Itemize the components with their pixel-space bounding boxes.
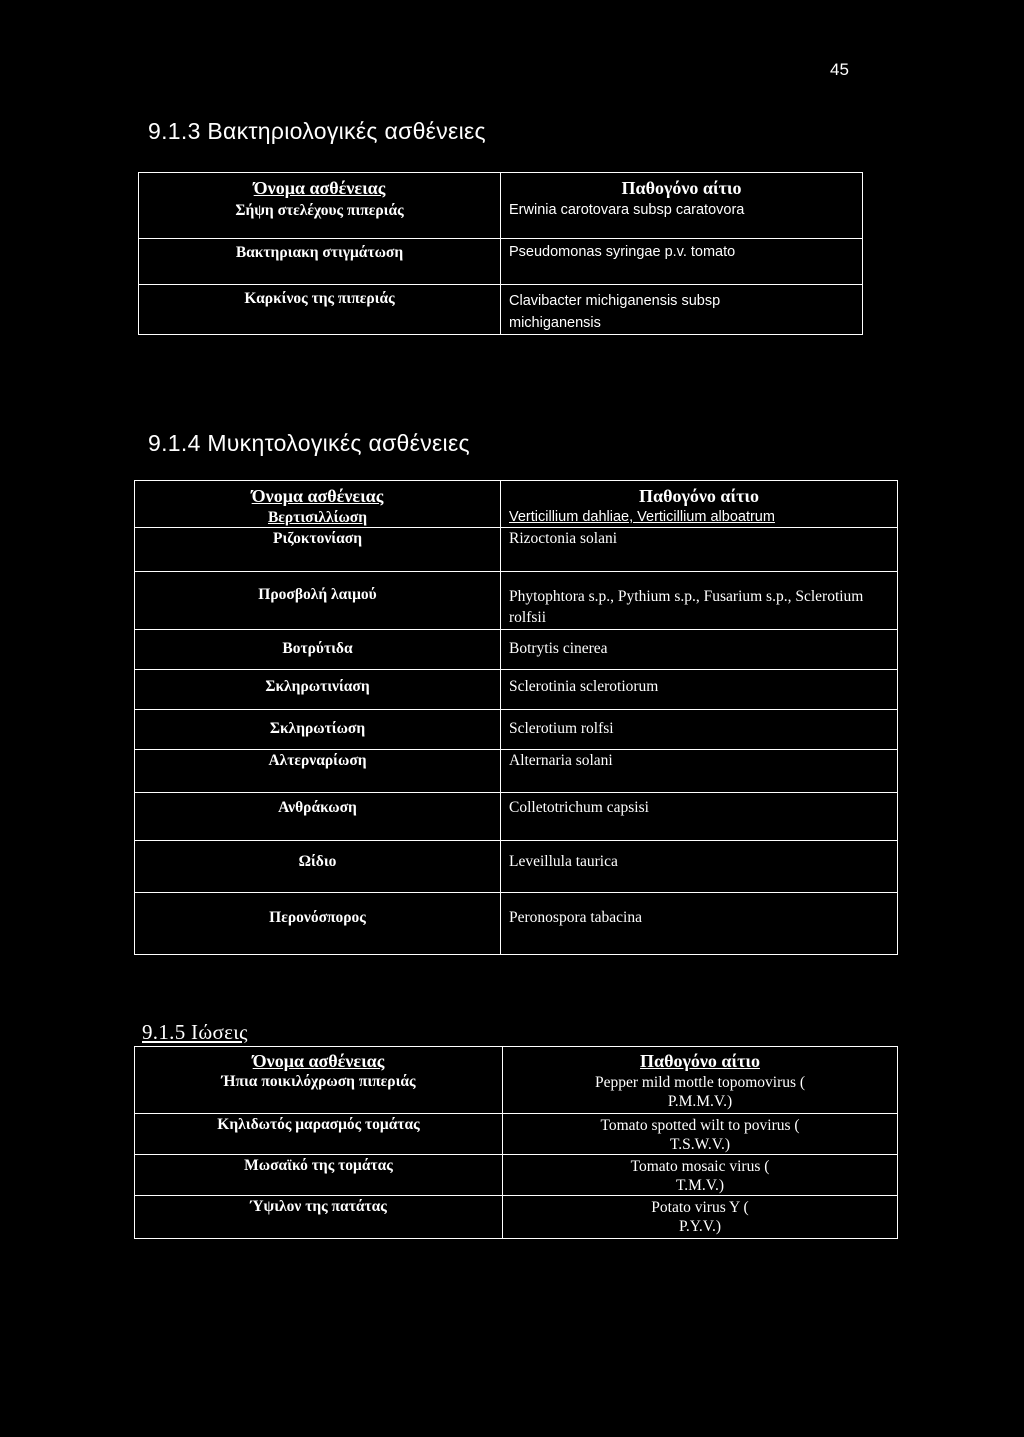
table-row [135,793,898,841]
disease-cell [135,1196,503,1239]
pathogen-cell [501,710,898,750]
disease-name: Βοτρύτιδα [282,640,353,657]
pathogen-cell [501,793,898,841]
bacterial-diseases-table [138,172,863,335]
pathogen-name: Tomato mosaic virus ( T.M.V.) [630,1158,770,1194]
pathogen-cell [501,239,863,285]
disease-cell [135,1155,503,1196]
disease-cell [135,893,501,955]
pathogen-name: Botrytis cinerea [509,640,608,657]
section-title-bacterial: 9.1.3 Βακτηριολογικές ασθένειες [148,118,486,144]
pathogen-cell [501,893,898,955]
disease-cell [135,750,501,793]
pathogen-name: Alternaria solani [509,752,613,769]
disease-name: Σκληρωτίωση [269,720,366,737]
fungal-diseases-table [134,480,898,955]
table-row [139,239,863,285]
disease-name: Ωίδιο [298,853,337,870]
disease-name: Ήπια ποικιλόχρωση πιπεριάς [221,1073,416,1090]
table-row [135,1196,898,1239]
table-row [135,572,898,630]
pathogen-cell [501,750,898,793]
pathogen-cell [501,670,898,710]
disease-cell [135,710,501,750]
viral-diseases-table [134,1046,898,1239]
table-row [135,1155,898,1196]
pathogen-name: Erwinia carotovara subsp caratovora [509,202,745,218]
pathogen-cell [501,481,898,528]
pathogen-name: Tomato spotted wilt to povirus ( T.S.W.V.) [600,1117,800,1153]
pathogen-cell [501,528,898,572]
pathogen-cell [501,285,863,335]
disease-cell [135,1114,503,1155]
pathogen-name: Phytophtora s.p., Pythium s.p., Fusarium s.p., Sclerotium rolfsii [509,588,864,626]
header-disease: Όνομα ασθένειας [253,178,386,198]
table-row [135,630,898,670]
table-row [135,528,898,572]
disease-name: Ριζοκτονίαση [272,530,362,547]
disease-name: Μωσαϊκό της τομάτας [244,1157,393,1174]
pathogen-cell [503,1047,898,1114]
header-disease: Όνομα ασθένειας [252,1051,385,1071]
disease-name: Ύψιλον της πατάτας [250,1198,387,1215]
disease-cell [139,239,501,285]
page-number: 45 [830,60,849,79]
disease-cell [135,670,501,710]
table-row [139,173,863,239]
disease-cell [135,1047,503,1114]
disease-name: Προσβολή λαιμού [258,586,377,603]
header-pathogen: Παθογόνο αίτιο [640,1051,760,1071]
pathogen-name: Sclerotium rolfsi [509,720,614,737]
disease-cell [135,481,501,528]
pathogen-name: Clavibacter michiganensis subsp michiganensis [509,293,721,331]
disease-name: Βερτισιλλίωση [267,509,368,526]
pathogen-cell [501,841,898,893]
disease-name: Ανθράκωση [278,799,357,816]
pathogen-name: Pepper mild mottle topomovirus ( P.M.M.V.) [594,1074,806,1110]
disease-name: Αλτερναρίωση [268,752,367,769]
pathogen-name: Potato virus Y ( P.Y.V.) [651,1199,749,1235]
header-disease: Όνομα ασθένειας [251,486,384,506]
table-row [135,750,898,793]
pathogen-name: Sclerotinia sclerotiorum [509,678,659,695]
disease-cell [135,528,501,572]
disease-cell [135,630,501,670]
pathogen-name: Leveillula taurica [509,853,618,870]
disease-cell [135,793,501,841]
pathogen-cell [503,1114,898,1155]
disease-cell [139,173,501,239]
pathogen-name: Colletotrichum capsisi [509,799,649,816]
section-title-fungal: 9.1.4 Μυκητολογικές ασθένειες [148,430,470,456]
table-row [135,1114,898,1155]
table-row [135,710,898,750]
pathogen-cell [501,572,898,630]
pathogen-cell [503,1196,898,1239]
header-pathogen: Παθογόνο αίτιο [639,486,759,506]
disease-name: Κηλιδωτός μαρασμός τομάτας [217,1116,420,1133]
table-row [135,893,898,955]
disease-cell [135,841,501,893]
disease-cell [139,285,501,335]
table-row [135,1047,898,1114]
disease-name: Σήψη στελέχους πιπεριάς [235,202,404,219]
disease-name: Σκληρωτινίαση [265,678,370,695]
section-title-viral: 9.1.5 Ιώσεις [142,1020,248,1044]
disease-name: Βακτηριακη στιγμάτωση [235,244,404,261]
table-row [135,481,898,528]
pathogen-name: Rizoctonia solani [509,530,618,547]
disease-cell [135,572,501,630]
pathogen-cell [503,1155,898,1196]
table-row [135,841,898,893]
pathogen-name: Verticillium dahliae, Verticillium alboatrum [509,509,775,525]
disease-name: Καρκίνος της πιπεριάς [244,290,395,307]
table-row [135,670,898,710]
pathogen-name: Peronospora tabacina [509,909,642,926]
pathogen-name: Pseudomonas syringae p.v. tomato [509,244,736,260]
disease-name: Περονόσπορος [269,909,366,926]
pathogen-cell [501,630,898,670]
header-pathogen: Παθογόνο αίτιο [621,178,742,198]
pathogen-cell [501,173,863,239]
table-row [139,285,863,335]
